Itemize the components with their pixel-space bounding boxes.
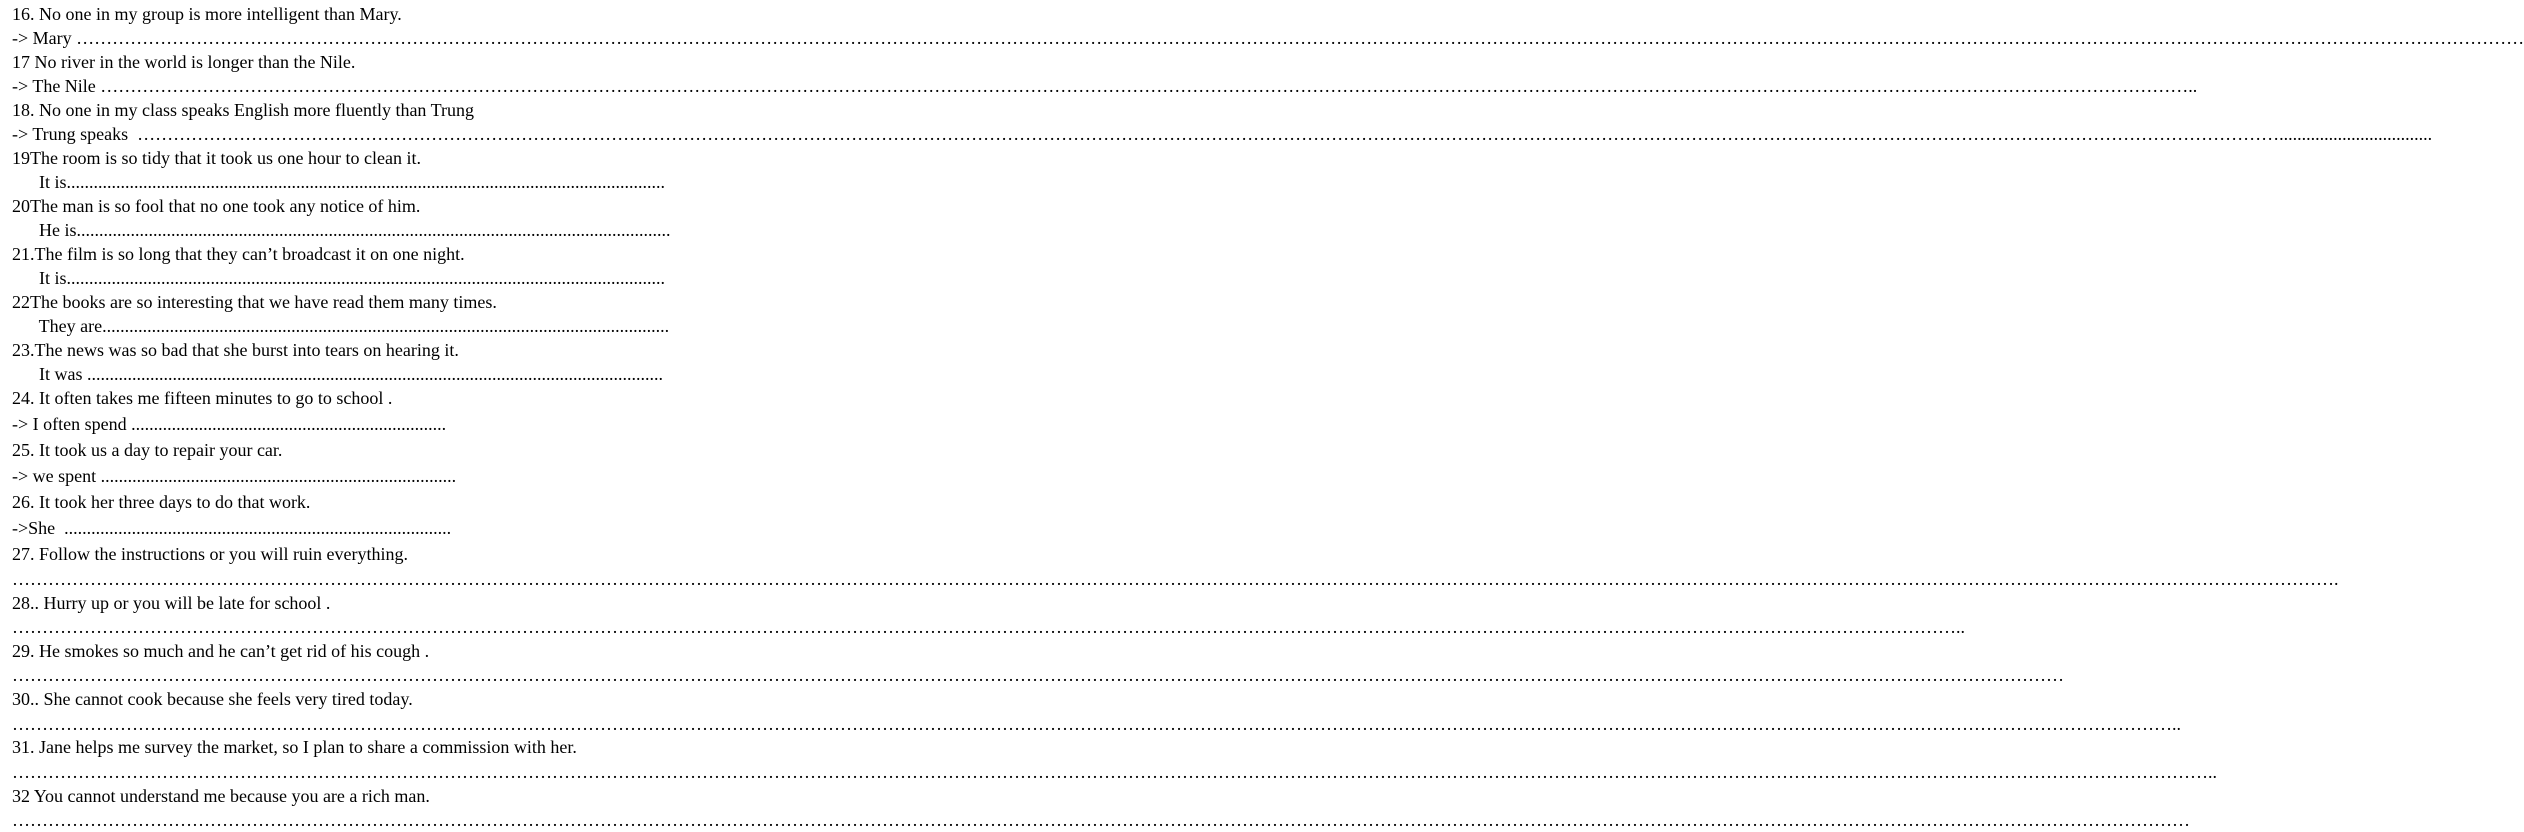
exercise-21-prompt: 21.The film is so long that they can’t broadcast it on one night. <box>12 244 465 264</box>
exercise-29-prompt: 29. He smokes so much and he can’t get rid of his cough . <box>12 641 430 661</box>
exercise-16-answer[interactable]: -> Mary ………………………………………………………………………………………………………………………………………………………………………………………………………………………………………………………………………………………………………………………………………………………………………… <box>12 28 2524 48</box>
exercise-30-answer[interactable]: ……………………………………………………………………………………………………………………………………………………………………………………………………………………………………………………………………………………………………………………………….. <box>12 714 2181 734</box>
exercise-25-prompt: 25. It took us a day to repair your car. <box>12 440 283 460</box>
exercise-23-answer[interactable]: It was ................................................................................................................................ <box>12 364 663 384</box>
exercise-20-prompt: 20The man is so fool that no one took any notice of him. <box>12 196 421 216</box>
exercise-19-prompt: 19The room is so tidy that it took us one hour to clean it. <box>12 148 421 168</box>
exercise-28-prompt: 28.. Hurry up or you will be late for school . <box>12 593 331 613</box>
exercise-31-answer[interactable]: …………………………………………………………………………………………………………………………………………………………………………………………………………………………………………………………………………………………………………………………………….. <box>12 762 2217 782</box>
exercise-17-prompt: 17 No river in the world is longer than the Nile. <box>12 52 356 72</box>
exercise-19-answer[interactable]: It is..................................................................................................................................... <box>12 172 666 192</box>
exercise-26-answer[interactable]: ->She ...................................................................................... <box>12 518 452 538</box>
exercise-31-prompt: 31. Jane helps me survey the market, so I plan to share a commission with her. <box>12 737 577 757</box>
exercise-23-prompt: 23.The news was so bad that she burst into tears on hearing it. <box>12 340 459 360</box>
exercise-28-answer[interactable]: ……………………………………………………………………………………………………………………………………………………………………………………………………………………………………………………………………………………………….. <box>12 617 1965 637</box>
exercise-17-answer[interactable]: -> The Nile …………………………………………………………………………………………………………………………………………………………………………………………………………………………………………………………………………………………………………………….. <box>12 76 2198 96</box>
exercise-24-prompt: 24. It often takes me fifteen minutes to go to school . <box>12 388 393 408</box>
exercise-24-answer[interactable]: -> I often spend ...................................................................... <box>12 414 447 434</box>
exercise-16-prompt: 16. No one in my group is more intelligent than Mary. <box>12 4 402 24</box>
exercise-32-answer[interactable]: ………………………………………………………………………………………………………………………………………………………………………………………………………………………………………………………………………………………………………………………………… <box>12 810 2190 830</box>
exercise-26-prompt: 26. It took her three days to do that work. <box>12 492 311 512</box>
exercise-27-answer[interactable]: ………………………………………………………………………………………………………………………………………………………………………………………………………………………………………………………………………………………………………………………………………………………. <box>12 569 2339 589</box>
exercise-22-prompt: 22The books are so interesting that we have read them many times. <box>12 292 497 312</box>
exercise-25-answer[interactable]: -> we spent ............................................................................... <box>12 466 457 486</box>
exercise-20-answer[interactable]: He is.................................................................................................................................... <box>12 220 671 240</box>
exercise-29-answer[interactable]: ……………………………………………………………………………………………………………………………………………………………………………………………………………………………………………………………………………………………………………… <box>12 665 2064 685</box>
exercise-21-answer[interactable]: It is..................................................................................................................................... <box>12 268 666 288</box>
exercise-18-answer[interactable]: -> Trung speaks …………………………………………………………………………………………………………………………………………………………………………………………………………………………………………………………………………………………………………………………….................................. <box>12 124 2433 144</box>
exercise-30-prompt: 30.. She cannot cook because she feels very tired today. <box>12 689 413 709</box>
exercise-27-prompt: 27. Follow the instructions or you will ruin everything. <box>12 544 408 564</box>
exercise-22-answer[interactable]: They are.............................................................................................................................. <box>12 316 670 336</box>
exercise-32-prompt: 32 You cannot understand me because you are a rich man. <box>12 786 430 806</box>
exercise-18-prompt: 18. No one in my class speaks English more fluently than Trung <box>12 100 474 120</box>
